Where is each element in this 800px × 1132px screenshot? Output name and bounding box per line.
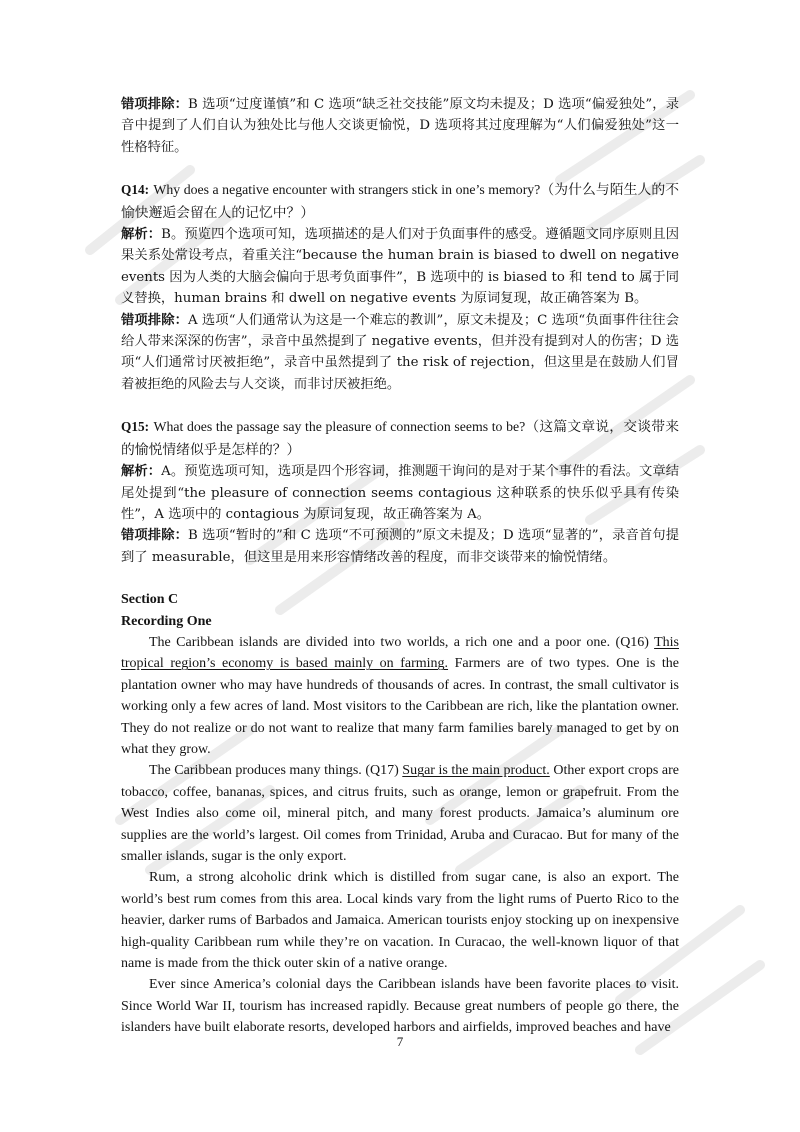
question-number: Q15: bbox=[121, 419, 150, 435]
analysis-text: A。预览选项可知，选项是四个形容词，推测题干询问的是对于某个事件的看法。文章结尾处提到“the pleasure of connection seems contagious 这种联系的快乐似乎具有传染性”，A 选项中的 contagious 为原词复现，故正确答案为 A。 bbox=[121, 464, 680, 522]
paragraph-text: Other export crops are tobacco, coffee, bananas, spices, and citrus fruits, such as orange, lemon or grapefruit. From the West Indies also come oil, mineral pitch, and many forest products. Jamaica’s aluminum ore supplies are the world’s largest. Oil comes from Trinidad, Aruba and Curacao. But for many of the smaller islands, sugar is the only export. bbox=[121, 763, 679, 864]
q14-elimination bbox=[121, 310, 679, 396]
transcript-paragraph bbox=[121, 760, 679, 867]
page-number: 7 bbox=[396, 1034, 404, 1049]
paragraph-text: Farmers are of two types. One is the plantation owner who may have hundreds of thousands of acres. In contrast, the small cultivator is working only a few acres of land. Most visitors to the Caribbean are rich, like the plantation owner. They do not realize or do not want to realize that many farm families barely managed to get by on what they grow. bbox=[121, 656, 680, 757]
q13-elimination bbox=[121, 94, 679, 158]
analysis-label: 解析： bbox=[121, 464, 162, 480]
analysis-text: B。预览四个选项可知，选项描述的是人们对于负面事件的感受。遵循题文同序原则且因果关系处常设考点，着重关注“because the human brain is biased to dwell on negative events 因为人类的大脑会偏向于思考负面事件”，B 选项中的 is biased to 和 tend to 属于同义替换，human brains 和 dwell on negative events 为原词复现，故正确答案为 B。 bbox=[121, 227, 680, 307]
q14-question bbox=[121, 179, 679, 224]
answer-underline: This tropical region’s economy is based mainly on farming. bbox=[121, 634, 679, 672]
q15-question bbox=[121, 416, 679, 461]
question-number: Q14: bbox=[121, 182, 150, 198]
elimination-label: 错项排除： bbox=[121, 97, 188, 112]
elimination-text: B 选项“暂时的”和 C 选项“不可预测的”原文未提及；D 选项“显著的”，录音首句提到了 measurable，但这里是用来形容情绪改善的程度，而非交谈带来的愉悦情绪。 bbox=[121, 528, 679, 565]
transcript bbox=[121, 632, 679, 1039]
q14-analysis bbox=[121, 224, 679, 310]
q15-analysis bbox=[121, 461, 679, 525]
analysis-label: 解析： bbox=[121, 227, 162, 243]
transcript-paragraph: Ever since America’s colonial days the Caribbean islands have been favorite places to visit. Since World War II, tourism has increased rapidly. Because great numbers of people go there, the islanders have built elaborate resorts, developed harbors and airfields, improved beaches and have bbox=[121, 977, 679, 1036]
answer-underline: Sugar is the main product. bbox=[402, 763, 550, 779]
question-text: Why does a negative encounter with strangers stick in one’s memory?（为什么与陌生人的不愉快邂逅会留在人的记忆中？） bbox=[121, 182, 680, 220]
q15-elimination bbox=[121, 525, 679, 568]
elimination-text: A 选项“人们通常认为这是一个难忘的教训”，原文未提及；C 选项“负面事件往往会给人带来深深的伤害”，录音中虽然提到了 negative events，但并没有提到对人的伤害；D 选项“人们通常讨厌被拒绝”，录音中虽然提到了 the risk of rejection，但这里是在鼓励人们冒着被拒绝的风险去与人交谈，而非讨厌被拒绝。 bbox=[121, 312, 679, 392]
recording-title: Recording One bbox=[121, 613, 212, 629]
elimination-label: 错项排除： bbox=[121, 528, 188, 544]
paragraph-text: The Caribbean islands are divided into two worlds, a rich one and a poor one. (Q16) bbox=[149, 634, 655, 650]
transcript-paragraph bbox=[121, 632, 679, 760]
transcript-paragraph: Rum, a strong alcoholic drink which is distilled from sugar cane, is also an export. The world’s best rum comes from this area. Local kinds vary from the light rums of Puerto Rico to the heavier, darker rums of Barbados and Jamaica. American tourists enjoy stocking up on inexpensive high-quality Caribbean rum while they’re on vacation. In Curacao, the well-known liquor of that name is made from the thick outer skin of a native orange. bbox=[121, 870, 679, 972]
paragraph-text: The Caribbean produces many things. (Q17) bbox=[149, 763, 403, 779]
elimination-label: 错项排除： bbox=[121, 312, 188, 328]
page-content bbox=[121, 94, 679, 1039]
section-title: Section C bbox=[121, 592, 179, 608]
question-text: What does the passage say the pleasure of connection seems to be?（这篇文章说，交谈带来的愉悦情绪似乎是怎样的？） bbox=[121, 419, 680, 457]
elimination-text: B 选项“过度谨慎”和 C 选项“缺乏社交技能”原文均未提及；D 选项“偏爱独处”，录音中提到了人们自认为独处比与他人交谈更愉悦，D 选项将其过度理解为“人们偏爱独处”这一性格特征。 bbox=[121, 97, 679, 155]
